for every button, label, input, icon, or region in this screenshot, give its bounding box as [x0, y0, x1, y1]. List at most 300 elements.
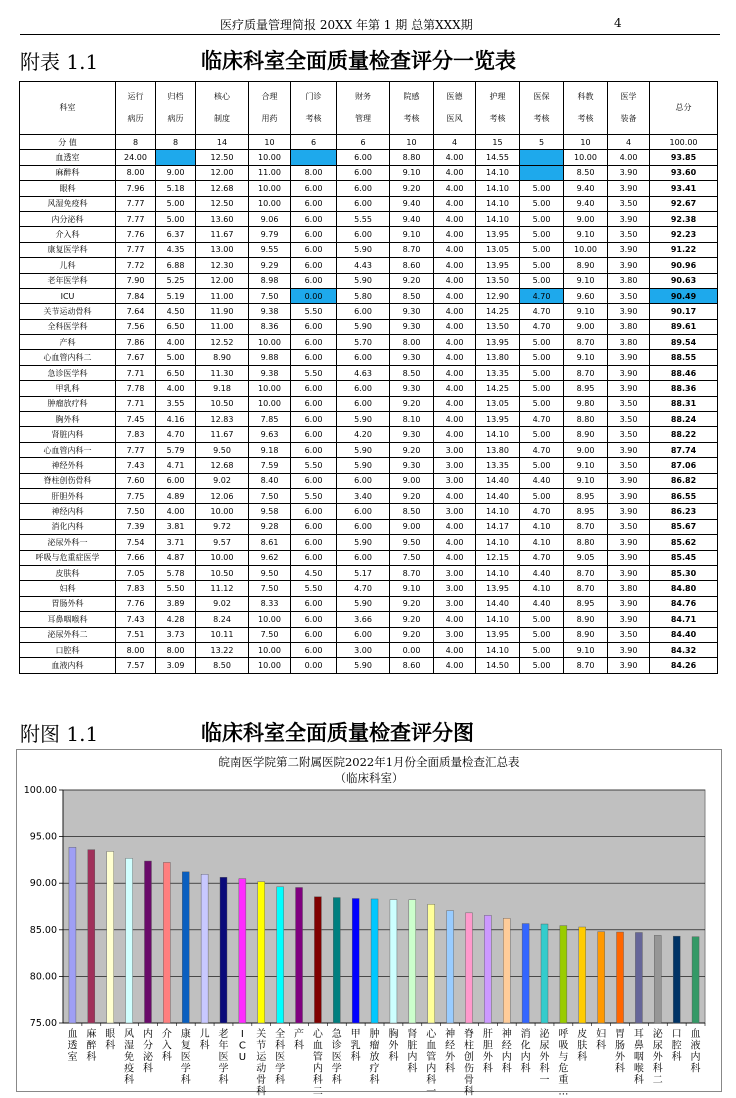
total-cell: 100.00 — [650, 135, 718, 150]
total-cell: 84.26 — [650, 658, 718, 673]
table-row — [20, 273, 718, 288]
score-cell: 8.24 — [196, 612, 249, 627]
chart-title: 皖南医学院第二附属医院2022年1月份全面质量检查汇总表 — [218, 755, 520, 769]
department-cell: 血透室 — [20, 150, 116, 165]
score-cell: 13.50 — [476, 319, 520, 334]
score-cell: 9.10 — [564, 458, 608, 473]
score-cell: 8.33 — [249, 596, 291, 611]
score-cell: 3.90 — [608, 381, 650, 396]
score-cell: 4.40 — [520, 565, 564, 580]
score-cell: 4.43 — [337, 258, 390, 273]
score-cell: 11.00 — [196, 319, 249, 334]
score-cell: 6.00 — [337, 350, 390, 365]
score-cell: 10.00 — [249, 335, 291, 350]
score-cell: 8.60 — [390, 258, 434, 273]
score-cell: 5.50 — [291, 365, 337, 380]
score-cell: 5.55 — [337, 211, 390, 226]
score-cell: 3.90 — [608, 181, 650, 196]
department-cell: 呼吸与危重症医学 — [20, 550, 116, 565]
score-cell: 4.00 — [434, 196, 476, 211]
score-cell: 5.00 — [520, 396, 564, 411]
score-cell: 4.70 — [156, 427, 196, 442]
score-cell: 8.50 — [196, 658, 249, 673]
score-cell: 11.30 — [196, 365, 249, 380]
score-cell: 24.00 — [116, 150, 156, 165]
score-cell: 5.00 — [520, 350, 564, 365]
score-cell: 9.20 — [390, 396, 434, 411]
bar — [579, 927, 586, 1023]
score-cell: 9.30 — [390, 458, 434, 473]
score-cell: 12.50 — [196, 196, 249, 211]
score-cell: 3.80 — [608, 581, 650, 596]
score-cell: 9.20 — [390, 596, 434, 611]
score-cell: 5.90 — [337, 458, 390, 473]
score-cell: 4.71 — [156, 458, 196, 473]
score-cell: 7.39 — [116, 519, 156, 534]
score-cell: 7.71 — [116, 365, 156, 380]
page-header — [20, 14, 720, 35]
y-tick-label: 90.00 — [29, 878, 57, 890]
score-cell: 9.10 — [390, 165, 434, 180]
total-cell: 86.55 — [650, 488, 718, 503]
score-cell: 4.70 — [520, 550, 564, 565]
score-cell: 3.71 — [156, 535, 196, 550]
department-cell: 眼科 — [20, 181, 116, 196]
x-tick-label: 麻醉科 — [86, 1029, 97, 1063]
score-cell: 7.90 — [116, 273, 156, 288]
table-row — [20, 427, 718, 442]
score-cell: 10.00 — [196, 550, 249, 565]
score-cell: 10.50 — [196, 396, 249, 411]
score-cell: 6.00 — [291, 196, 337, 211]
column-header-line: 装备 — [620, 114, 637, 123]
score-cell: 5.78 — [156, 565, 196, 580]
department-cell: 产科 — [20, 335, 116, 350]
department-cell: 泌尿外科一 — [20, 535, 116, 550]
score-cell: 8.00 — [291, 165, 337, 180]
score-cell: 13.60 — [196, 211, 249, 226]
table-row — [20, 612, 718, 627]
score-cell: 14.10 — [476, 535, 520, 550]
y-tick-label: 95.00 — [29, 831, 57, 843]
score-cell: 6.00 — [291, 381, 337, 396]
y-tick-label: 80.00 — [29, 971, 57, 983]
score-cell: 6.00 — [291, 596, 337, 611]
bar — [182, 872, 189, 1023]
score-cell: 8.95 — [564, 596, 608, 611]
score-cell: 3.00 — [434, 627, 476, 642]
score-cell: 6.00 — [337, 519, 390, 534]
plot-area — [63, 790, 705, 1023]
score-cell: 6.88 — [156, 258, 196, 273]
score-cell: 6.00 — [291, 612, 337, 627]
total-cell: 85.62 — [650, 535, 718, 550]
score-cell: 9.30 — [390, 381, 434, 396]
table-row — [20, 335, 718, 350]
score-cell: 9.05 — [564, 550, 608, 565]
score-cell: 3.00 — [434, 473, 476, 488]
score-cell: 5.00 — [520, 335, 564, 350]
column-header — [156, 82, 196, 135]
score-cell: 6.00 — [291, 642, 337, 657]
table-row — [20, 150, 718, 165]
score-cell: 7.56 — [116, 319, 156, 334]
score-cell: 4.00 — [434, 181, 476, 196]
score-cell: 5.50 — [291, 304, 337, 319]
score-cell: 7.77 — [116, 211, 156, 226]
x-tick-label: 康复医学科 — [180, 1029, 191, 1086]
score-cell: 5.70 — [337, 335, 390, 350]
column-header — [564, 82, 608, 135]
column-header-line: 医德 — [446, 92, 463, 101]
score-cell: 6.00 — [291, 427, 337, 442]
score-cell: 8.90 — [196, 350, 249, 365]
column-header — [476, 82, 520, 135]
score-cell: 10.00 — [249, 612, 291, 627]
table-row — [20, 304, 718, 319]
bar — [654, 935, 661, 1023]
score-cell: 6.00 — [291, 242, 337, 257]
bar — [484, 915, 491, 1023]
score-cell: 4.70 — [520, 504, 564, 519]
score-cell: 7.83 — [116, 581, 156, 596]
score-cell: 6.00 — [291, 211, 337, 226]
score-cell: 14.50 — [476, 658, 520, 673]
score-cell: 4.00 — [434, 427, 476, 442]
score-cell: 7.64 — [116, 304, 156, 319]
score-cell: 5.00 — [156, 196, 196, 211]
bar — [239, 879, 246, 1023]
score-cell: 9.02 — [196, 473, 249, 488]
score-cell: 8.98 — [249, 273, 291, 288]
score-cell: 6.00 — [291, 442, 337, 457]
x-tick-label: 甲乳科 — [350, 1029, 361, 1063]
score-cell: 5.19 — [156, 288, 196, 303]
score-cell: 9.55 — [249, 242, 291, 257]
score-cell: 13.95 — [476, 627, 520, 642]
score-cell: 3.55 — [156, 396, 196, 411]
total-cell: 87.74 — [650, 442, 718, 457]
column-header-line: 运行 — [127, 92, 144, 101]
x-tick-label: 眼科 — [105, 1029, 116, 1052]
score-cell: 8.50 — [564, 165, 608, 180]
total-cell: 91.22 — [650, 242, 718, 257]
score-cell: 13.80 — [476, 442, 520, 457]
score-cell: 14.10 — [476, 196, 520, 211]
score-cell: 8.95 — [564, 504, 608, 519]
score-cell: 5.50 — [291, 581, 337, 596]
score-cell: 4.00 — [434, 165, 476, 180]
score-cell: 12.68 — [196, 458, 249, 473]
score-cell: 6.00 — [337, 227, 390, 242]
score-cell: 7.50 — [249, 581, 291, 596]
table-row — [20, 658, 718, 673]
score-table — [19, 81, 718, 674]
x-tick-label: 肿瘤放疗科 — [369, 1029, 380, 1086]
score-cell: 7.54 — [116, 535, 156, 550]
score-cell: 8.70 — [564, 365, 608, 380]
score-cell: 9.30 — [390, 319, 434, 334]
department-cell: 儿科 — [20, 258, 116, 273]
table-row — [20, 581, 718, 596]
score-cell: 5.00 — [156, 350, 196, 365]
x-tick-label: 心血管内科一 — [426, 1029, 437, 1098]
table-row — [20, 242, 718, 257]
score-cell: 13.95 — [476, 227, 520, 242]
department-cell: 神经内科 — [20, 504, 116, 519]
score-cell: 9.10 — [564, 473, 608, 488]
score-cell: 4 — [608, 135, 650, 150]
score-cell: 13.05 — [476, 396, 520, 411]
score-cell: 4.40 — [520, 596, 564, 611]
column-header — [249, 82, 291, 135]
score-cell: 10.00 — [249, 381, 291, 396]
score-cell: 4.70 — [337, 581, 390, 596]
column-header — [608, 82, 650, 135]
bar — [503, 918, 510, 1023]
score-cell: 6 — [291, 135, 337, 150]
bar — [126, 858, 133, 1023]
score-cell: 4.00 — [434, 550, 476, 565]
score-cell: 9.20 — [390, 612, 434, 627]
score-cell: 7.77 — [116, 242, 156, 257]
score-cell: 4.87 — [156, 550, 196, 565]
department-cell: 脊柱创伤骨科 — [20, 473, 116, 488]
score-cell: 5.90 — [337, 596, 390, 611]
score-cell: 4.00 — [434, 535, 476, 550]
score-cell: 9.00 — [564, 442, 608, 457]
department-cell: 关节运动骨科 — [20, 304, 116, 319]
table-row — [20, 412, 718, 427]
score-cell: 6.00 — [291, 258, 337, 273]
column-header-line: 门诊 — [305, 92, 322, 101]
score-cell: 8.70 — [564, 335, 608, 350]
x-tick-label: 脊柱创伤骨科 — [463, 1029, 474, 1098]
score-chart — [16, 749, 722, 1098]
header-title: 医疗质量管理简报 20XX 年第 1 期 总第XXX期 — [220, 18, 473, 32]
bar — [598, 932, 605, 1023]
score-cell: 8.50 — [390, 504, 434, 519]
score-cell: 3.00 — [434, 504, 476, 519]
score-cell: 7.50 — [249, 488, 291, 503]
score-cell: 6.00 — [337, 196, 390, 211]
score-cell: 6.00 — [337, 550, 390, 565]
score-cell: 11.12 — [196, 581, 249, 596]
score-cell: 3.00 — [434, 581, 476, 596]
score-cell: 5.00 — [520, 458, 564, 473]
score-cell: 6.00 — [291, 227, 337, 242]
column-header — [390, 82, 434, 135]
score-cell: 4.20 — [337, 427, 390, 442]
score-cell: 14.17 — [476, 519, 520, 534]
bar — [447, 911, 454, 1023]
score-cell: 6.00 — [337, 165, 390, 180]
x-tick-label: 急诊医学科 — [331, 1029, 342, 1086]
score-cell: 4.00 — [434, 519, 476, 534]
x-tick-label: 关节运动骨科 — [256, 1029, 267, 1098]
x-tick-label: 耳鼻咽喉科 — [633, 1029, 644, 1086]
table-row — [20, 519, 718, 534]
score-cell: 8.00 — [156, 642, 196, 657]
x-tick-label: 介入科 — [161, 1029, 172, 1063]
score-cell: 9.00 — [564, 319, 608, 334]
score-cell: 5.90 — [337, 535, 390, 550]
x-tick-label: 泌尿外科一 — [539, 1029, 550, 1086]
score-cell: 4.00 — [434, 273, 476, 288]
score-cell: 12.15 — [476, 550, 520, 565]
score-cell: 7.96 — [116, 181, 156, 196]
score-cell: 14.10 — [476, 612, 520, 627]
score-cell: 10 — [564, 135, 608, 150]
total-cell: 90.96 — [650, 258, 718, 273]
score-cell: 8.90 — [564, 258, 608, 273]
column-header-line: 考核 — [577, 114, 594, 123]
score-cell: 4.00 — [434, 612, 476, 627]
total-cell: 84.40 — [650, 627, 718, 642]
chart-canvas — [17, 750, 721, 1098]
score-cell: 3.81 — [156, 519, 196, 534]
score-cell: 7.45 — [116, 412, 156, 427]
table-row — [20, 488, 718, 503]
score-cell: 4.00 — [434, 642, 476, 657]
score-cell: 4.00 — [434, 658, 476, 673]
score-cell: 3.66 — [337, 612, 390, 627]
score-cell: 9.10 — [564, 273, 608, 288]
bar — [428, 904, 435, 1023]
score-cell: 7.77 — [116, 196, 156, 211]
score-cell: 4.50 — [291, 565, 337, 580]
column-header-line: 考核 — [403, 114, 420, 123]
score-cell: 3.90 — [608, 612, 650, 627]
score-cell: 5.00 — [520, 488, 564, 503]
score-cell — [156, 150, 196, 165]
table-row — [20, 319, 718, 334]
score-cell: 3.50 — [608, 396, 650, 411]
column-header-line: 科教 — [577, 92, 594, 101]
column-header-line: 病历 — [167, 114, 184, 123]
table-row — [20, 442, 718, 457]
score-cell: 5.00 — [520, 273, 564, 288]
bar — [314, 897, 321, 1023]
score-cell: 14.10 — [476, 165, 520, 180]
x-tick-label: 儿科 — [199, 1029, 210, 1052]
score-cell: 8.36 — [249, 319, 291, 334]
table-row — [20, 196, 718, 211]
score-cell: 9.10 — [390, 227, 434, 242]
score-cell: 8.10 — [390, 412, 434, 427]
total-cell: 93.60 — [650, 165, 718, 180]
score-cell: 5.00 — [520, 627, 564, 642]
score-cell: 9.00 — [390, 473, 434, 488]
x-tick-label: 风湿免疫科 — [124, 1029, 135, 1086]
score-cell: 7.50 — [390, 550, 434, 565]
score-cell: 5.80 — [337, 288, 390, 303]
score-cell: 5 — [520, 135, 564, 150]
total-cell: 88.46 — [650, 365, 718, 380]
score-cell: 14.10 — [476, 642, 520, 657]
score-cell: 14.10 — [476, 181, 520, 196]
bar — [296, 887, 303, 1023]
score-cell: 4.10 — [520, 519, 564, 534]
score-cell: 8.80 — [564, 535, 608, 550]
score-cell — [520, 150, 564, 165]
score-cell: 7.86 — [116, 335, 156, 350]
score-cell: 7.50 — [249, 627, 291, 642]
score-cell: 5.90 — [337, 273, 390, 288]
department-cell: 耳鼻咽喉科 — [20, 612, 116, 627]
x-tick-label: 呼吸与危重… — [558, 1029, 569, 1098]
score-cell: 4.00 — [434, 150, 476, 165]
x-tick-label: 神经内科 — [501, 1029, 512, 1075]
score-cell: 8.70 — [390, 242, 434, 257]
column-header — [116, 82, 156, 135]
column-header-line: 财务 — [355, 92, 371, 101]
department-cell: 泌尿外科二 — [20, 627, 116, 642]
score-cell: 0.00 — [291, 658, 337, 673]
department-cell: 妇科 — [20, 581, 116, 596]
score-cell: 9.20 — [390, 273, 434, 288]
column-header-line: 考核 — [533, 114, 550, 123]
score-cell: 9.20 — [390, 627, 434, 642]
score-cell: 4.00 — [156, 335, 196, 350]
table-row — [20, 135, 718, 150]
column-header-line: 核心 — [214, 92, 230, 101]
department-cell: 口腔科 — [20, 642, 116, 657]
score-cell: 7.57 — [116, 658, 156, 673]
score-cell: 3.73 — [156, 627, 196, 642]
total-cell: 93.41 — [650, 181, 718, 196]
x-tick-label: 全科医学科 — [275, 1029, 286, 1086]
score-cell: 3.90 — [608, 535, 650, 550]
score-cell: 4.10 — [520, 581, 564, 596]
column-header: 科室 — [20, 82, 116, 135]
score-cell: 4.00 — [434, 396, 476, 411]
score-cell: 10.00 — [249, 196, 291, 211]
score-cell: 5.00 — [520, 642, 564, 657]
score-cell: 13.95 — [476, 335, 520, 350]
department-cell: 肾脏内科 — [20, 427, 116, 442]
x-tick-label: 血透室 — [67, 1029, 78, 1063]
bar — [277, 887, 284, 1023]
page-number: 4 — [614, 16, 622, 30]
score-cell: 9.10 — [564, 304, 608, 319]
score-cell: 4.40 — [520, 473, 564, 488]
score-cell: 8.80 — [390, 150, 434, 165]
score-cell: 8.70 — [564, 658, 608, 673]
bar — [692, 937, 699, 1023]
score-cell: 4.00 — [434, 227, 476, 242]
score-cell: 6.00 — [291, 473, 337, 488]
score-cell: 4.70 — [520, 304, 564, 319]
score-cell: 12.90 — [476, 288, 520, 303]
bar — [390, 900, 397, 1023]
total-cell: 88.31 — [650, 396, 718, 411]
score-cell: 3.00 — [434, 565, 476, 580]
score-cell: 3.90 — [608, 211, 650, 226]
score-cell: 4.89 — [156, 488, 196, 503]
score-cell: 8.90 — [564, 612, 608, 627]
score-cell: 14.10 — [476, 504, 520, 519]
score-cell: 7.50 — [249, 288, 291, 303]
table-row — [20, 258, 718, 273]
score-cell: 9.30 — [390, 304, 434, 319]
total-cell: 85.30 — [650, 565, 718, 580]
table-row — [20, 181, 718, 196]
score-cell: 3.90 — [608, 350, 650, 365]
total-cell: 88.55 — [650, 350, 718, 365]
score-cell: 3.50 — [608, 519, 650, 534]
department-cell: 心血管内科二 — [20, 350, 116, 365]
